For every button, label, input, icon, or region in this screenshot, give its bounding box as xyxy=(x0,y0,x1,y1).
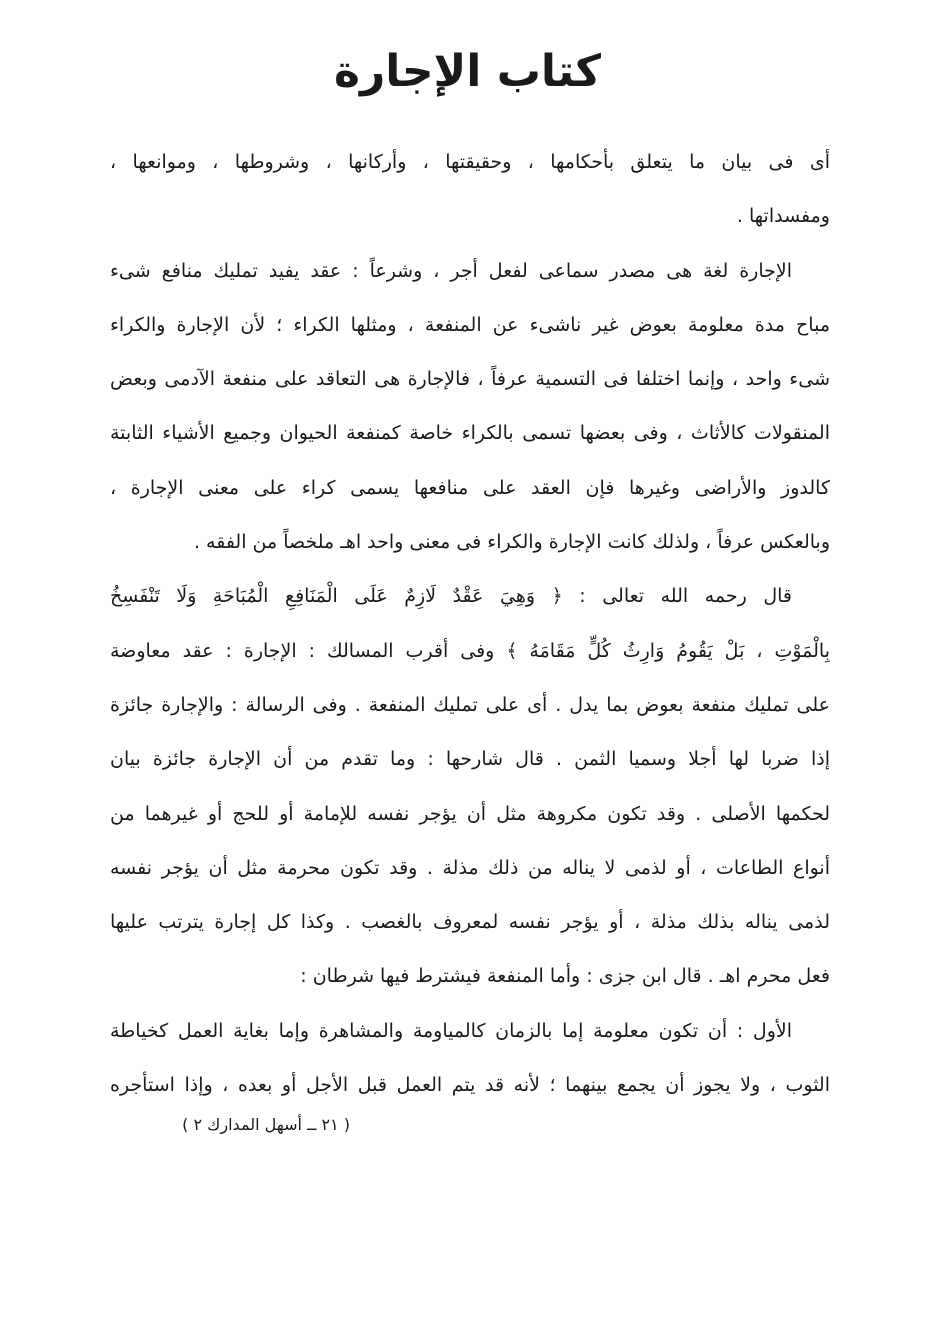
text-line: لذمى يناله بذلك مذلة ، أو يؤجر نفسه لمعروف بالغصب . وكذا كل إجارة يترتب عليها xyxy=(110,911,830,934)
text-line: إذا ضربا لها أجلا وسميا الثمن . قال شارحها : وما تقدم من أن الإجارة جائزة بيان xyxy=(110,748,830,771)
text-line: مباح مدة معلومة بعوض غير ناشىء عن المنفعة ، ومثلها الكراء ؛ لأن الإجارة والكراء xyxy=(110,313,830,336)
text-line: الإجارة لغة هى مصدر سماعى لفعل أجر ، وشرعاً : عقد يفيد تمليك منافع شىء xyxy=(110,259,792,282)
text-line: فعل محرم اهـ . قال ابن جزى : وأما المنفعة فيشترط فيها شرطان : xyxy=(300,965,830,988)
text-line: قال رحمه الله تعالى : ﴿ وَهِيَ عَقْدٌ لَازِمٌ عَلَى الْمَنَافِعِ الْمُبَاحَةِ وَلَا تَنْفَسِخُ xyxy=(110,585,792,608)
text-line: أى فى بيان ما يتعلق بأحكامها ، وحقيقتها ، وأركانها ، وشروطها ، وموانعها ، xyxy=(110,151,830,173)
text-line: الثوب ، ولا يجوز أن يجمع بينهما ؛ لأنه قد يتم العمل قبل الأجل أو بعده ، وإذا استأجره xyxy=(110,1074,830,1097)
text-line: الأول : أن تكون معلومة إما بالزمان كالمياومة والمشاهرة وإما بغاية العمل كخياطة xyxy=(110,1019,792,1042)
text-line: وبالعكس عرفاً ، ولذلك كانت الإجارة والكراء فى معنى واحد اهـ ملخصاً من الفقه . xyxy=(193,531,830,554)
body-text xyxy=(110,135,830,1112)
chapter-title: كتاب الإجارة xyxy=(334,46,601,97)
text-line: ومفسداتها . xyxy=(736,205,830,228)
text-line: لحكمها الأصلى . وقد تكون مكروهة مثل أن يؤجر نفسه للإمامة أو للحج أو غيرهما من xyxy=(110,802,830,825)
text-line: أنواع الطاعات ، أو لذمى لا يناله من ذلك مذلة . وقد تكون محرمة مثل أن يؤجر نفسه xyxy=(110,856,830,879)
text-line: شىء واحد ، وإنما اختلفا فى التسمية عرفاً ، فالإجارة هى التعاقد على منفعة الآدمى وبعض xyxy=(110,368,830,391)
text-line: كالدوز والأراضى وغيرها فإن العقد على منافعها يسمى كراء على معنى الإجارة ، xyxy=(110,476,830,499)
page-footer: ( ٢١ ــ أسهل المدارك ٢ ) xyxy=(182,1115,350,1134)
text-line: على تمليك منفعة بعوض بما يدل . أى على تمليك المنفعة . وفى الرسالة : والإجارة جائزة xyxy=(110,693,830,716)
text-line: المنقولات كالأثاث ، وفى بعضها تسمى بالكراء خاصة كمنفعة الحيوان وجميع الأشياء الثابتة xyxy=(110,422,830,445)
text-line: بِالْمَوْتِ ، بَلْ يَقُومُ وَارِثُ كُلٍّ مَقَامَهُ ﴾ وفى أقرب المسالك : الإجارة : عقد معاوضة xyxy=(110,639,830,662)
